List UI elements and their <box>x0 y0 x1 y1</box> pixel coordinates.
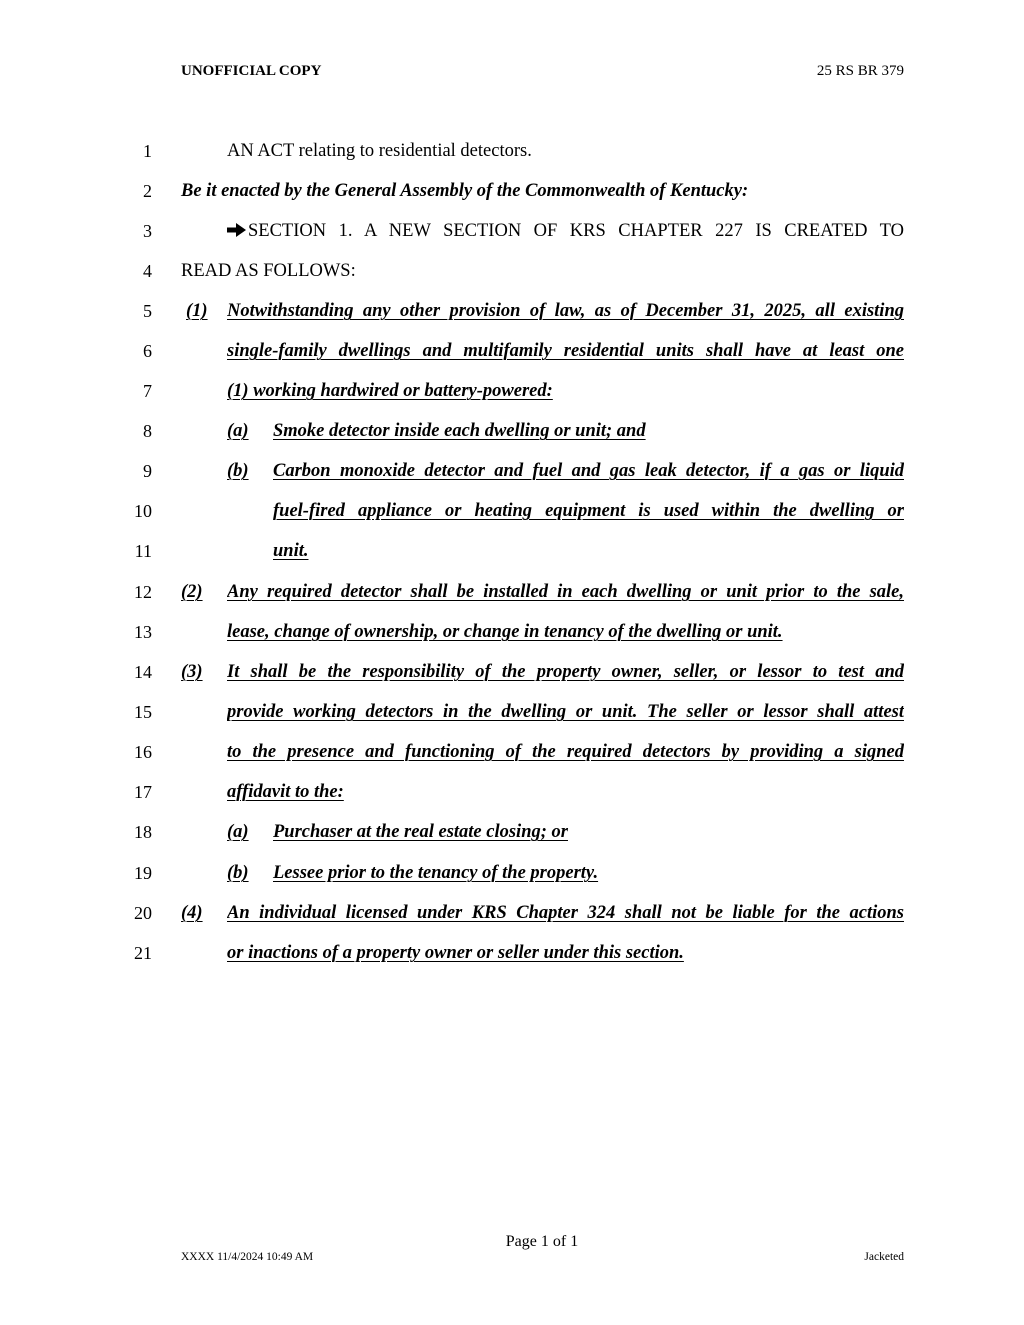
subsection-text: Any required detector shall be installed in each dwelling or unit prior to the sale, <box>227 582 904 602</box>
paragraph-letter: (b) <box>227 461 249 481</box>
header-document-status: UNOFFICIAL COPY <box>181 63 322 79</box>
line-number: 21 <box>134 943 152 963</box>
line-number: 11 <box>134 541 152 561</box>
line-number: 5 <box>143 301 152 321</box>
document-line <box>0 699 1024 725</box>
document-line <box>0 579 1024 605</box>
document-line <box>0 178 1024 204</box>
document-line <box>0 538 1024 564</box>
document-line <box>0 659 1024 685</box>
document-line <box>0 418 1024 444</box>
line-number: 20 <box>134 903 152 923</box>
paragraph-text: Purchaser at the real estate closing; or <box>273 822 568 842</box>
line-number: 2 <box>143 181 152 201</box>
subsection-number: (2) <box>181 582 203 602</box>
document-line <box>0 900 1024 926</box>
footer-timestamp: XXXX 11/4/2024 10:49 AM <box>181 1251 314 1263</box>
line-number: 10 <box>134 501 152 521</box>
document-line <box>0 860 1024 886</box>
subsection-text: affidavit to the: <box>227 782 344 802</box>
subsection-text: It shall be the responsibility of the property owner, seller, or lessor to test and <box>227 662 904 682</box>
subsection-text: single-family dwellings and multifamily residential units shall have at least one <box>227 341 904 361</box>
paragraph-text: Carbon monoxide detector and fuel and gas leak detector, if a gas or liquid <box>273 461 904 481</box>
subsection-number: (4) <box>181 903 203 923</box>
header-bill-request-number: 25 RS BR 379 <box>816 63 904 79</box>
paragraph-letter: (a) <box>227 421 249 441</box>
line-number: 19 <box>134 863 152 883</box>
document-line <box>0 338 1024 364</box>
document-line <box>0 739 1024 765</box>
act-title: AN ACT relating to residential detectors. <box>227 141 532 161</box>
subsection-number: (1) <box>186 301 208 321</box>
line-number: 7 <box>143 381 152 401</box>
line-number: 4 <box>143 261 152 281</box>
paragraph-text: Lessee prior to the tenancy of the property. <box>273 863 599 883</box>
subsection-text: or inactions of a property owner or seller under this section. <box>227 943 684 963</box>
line-number: 6 <box>143 341 152 361</box>
document-line <box>0 779 1024 805</box>
arrow-right-icon <box>227 223 246 241</box>
document-line <box>0 298 1024 324</box>
paragraph-text: fuel-fired appliance or heating equipment is used within the dwelling or <box>273 501 904 521</box>
subsection-text: (1) working hardwired or battery-powered: <box>227 381 553 401</box>
line-number: 14 <box>134 662 152 682</box>
document-line <box>0 619 1024 645</box>
document-line <box>0 218 1024 244</box>
document-line <box>0 940 1024 966</box>
line-number: 8 <box>143 421 152 441</box>
page-number: Page 1 of 1 <box>505 1233 579 1250</box>
subsection-text: Notwithstanding any other provision of law, as of December 31, 2025, all existing <box>227 301 904 321</box>
document-line <box>0 819 1024 845</box>
line-number: 16 <box>134 742 152 762</box>
line-number: 12 <box>134 582 152 602</box>
line-number: 17 <box>134 782 152 802</box>
document-line <box>0 138 1024 164</box>
subsection-text: provide working detectors in the dwelling or unit. The seller or lessor shall attest <box>227 702 904 722</box>
paragraph-text: Smoke detector inside each dwelling or unit; and <box>273 421 646 441</box>
line-number: 13 <box>134 622 152 642</box>
line-number: 18 <box>134 822 152 842</box>
line-number: 15 <box>134 702 152 722</box>
section-heading: SECTION 1. A NEW SECTION OF KRS CHAPTER 227 IS CREATED TO <box>248 221 904 241</box>
subsection-number: (3) <box>181 662 203 682</box>
document-line <box>0 498 1024 524</box>
enacting-clause: Be it enacted by the General Assembly of the Commonwealth of Kentucky: <box>181 181 749 201</box>
paragraph-text: unit. <box>273 541 309 561</box>
document-line <box>0 258 1024 284</box>
document-line <box>0 458 1024 484</box>
line-number: 1 <box>143 141 152 161</box>
subsection-text: lease, change of ownership, or change in tenancy of the dwelling or unit. <box>227 622 783 642</box>
document-line <box>0 378 1024 404</box>
footer-status: Jacketed <box>864 1251 904 1263</box>
line-number: 3 <box>143 221 152 241</box>
paragraph-letter: (b) <box>227 863 249 883</box>
subsection-text: An individual licensed under KRS Chapter 324 shall not be liable for the actions <box>227 903 904 923</box>
section-heading-continued: READ AS FOLLOWS: <box>181 261 356 281</box>
subsection-text: to the presence and functioning of the required detectors by providing a signed <box>227 742 904 762</box>
paragraph-letter: (a) <box>227 822 249 842</box>
line-number: 9 <box>143 461 152 481</box>
